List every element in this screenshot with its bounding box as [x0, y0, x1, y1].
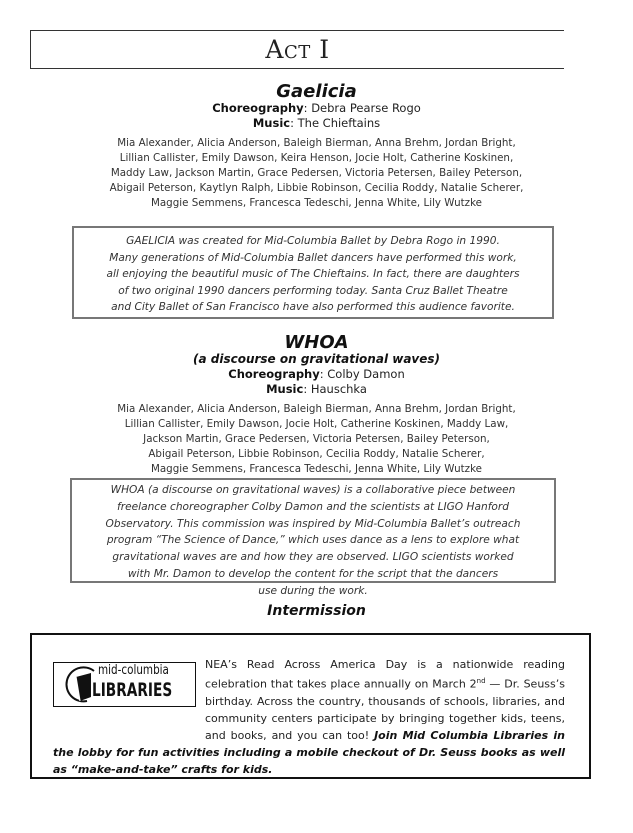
act-header [30, 30, 564, 69]
label: Music [266, 382, 304, 396]
label: Choreography [228, 367, 320, 381]
gaelicia-music: Music: The Chieftains [252, 116, 381, 130]
nea-text-body: — Dr. Seuss’s birthday. Across the country, thousands of schools, libraries, and community centers participate by bringing together kids, teens, and books, and you can too! [205, 677, 565, 742]
note-line: with Mr. Damon to develop the content for the script that the dancers [127, 567, 499, 580]
cast-line: Abigail Peterson, Kaytlyn Ralph, Libbie Robinson, Cecilia Roddy, Natalie Scherer, [109, 182, 524, 194]
choreographer: Debra Pearse Rogo [311, 101, 421, 115]
note-line: use during the work. [258, 584, 368, 597]
note-line: WHOA (a discourse on gravitational waves) is a collaborative piece between [110, 484, 516, 496]
note-line: all enjoying the beautiful music of The Chieftains. In fact, there are daughters [106, 268, 520, 280]
note-line: freelance choreographer Colby Damon and the scientists at LIGO Hanford [117, 500, 509, 513]
choreographer: Colby Damon [327, 367, 405, 381]
music: The Chieftains [297, 116, 381, 130]
gaelicia-choreography: Choreography: Debra Pearse Rogo [212, 101, 421, 115]
ordinal-suffix: nd [476, 677, 486, 685]
note-line: of two original 1990 dancers performing today. Santa Cruz Ballet Theatre [118, 284, 508, 297]
cast-line: Jackson Martin, Grace Pedersen, Victoria Petersen, Bailey Peterson, [143, 433, 490, 445]
note-line: gravitational waves are and how they are observed. LIGO scientists worked [112, 551, 514, 564]
label: Music [252, 116, 291, 130]
music: Hauschka [310, 382, 367, 396]
act-title: Act I [265, 35, 330, 64]
whoa-choreography: Choreography: Colby Damon [228, 367, 405, 381]
logo-text-bottom: LIBRARIES [92, 679, 173, 701]
intermission-heading: Intermission [267, 603, 366, 619]
note-line: Many generations of Mid-Columbia Ballet dancers have performed this work, [109, 251, 517, 264]
cast-line: Lillian Callister, Emily Dawson, Jocie Holt, Catherine Koskinen, Maddy Law, [124, 418, 509, 430]
nea-text-intro: NEA’s Read Across America Day is a nationwide reading celebration that takes place annually on March 2 [205, 658, 565, 691]
whoa-subtitle: (a discourse on gravitational waves) [192, 352, 441, 366]
note-line: program “The Science of Dance,” which uses dance as a lens to explore what [106, 534, 520, 547]
whoa-title: WHOA [284, 332, 349, 353]
note-line: Observatory. This commission was inspired by Mid-Columbia Ballet’s outreach [105, 517, 521, 530]
whoa-cast [0, 402, 633, 477]
gaelicia-note-box [72, 226, 554, 319]
note-line: and City Ballet of San Francisco have also performed this audience favorite. [111, 301, 515, 313]
cast-line: Maggie Semmens, Francesca Tedeschi, Jenna White, Lily Wutzke [150, 197, 483, 209]
nea-text-callout: Join Mid Columbia Libraries in the lobby for fun activities including a mobile checkout of Dr. Seuss books as well as “make-and-take” crafts for kids. [53, 728, 565, 776]
whoa-music: Music: Hauschka [266, 382, 367, 396]
whoa-note-box [70, 478, 556, 597]
note-line: GAELICIA was created for Mid-Columbia Ballet by Debra Rogo in 1990. [126, 235, 500, 247]
cast-line: Lillian Callister, Emily Dawson, Keira Henson, Jocie Holt, Catherine Koskinen, [119, 152, 514, 164]
cast-line: Mia Alexander, Alicia Anderson, Baleigh Bierman, Anna Brehm, Jordan Bright, [117, 137, 516, 149]
logo-text-top: mid-columbia [98, 663, 169, 678]
nea-text [53, 656, 565, 778]
label: Choreography [212, 101, 304, 115]
cast-line: Maggie Semmens, Francesca Tedeschi, Jenna White, Lily Wutzke [150, 463, 483, 475]
gaelicia-title: Gaelicia [276, 81, 357, 102]
cast-line: Abigail Peterson, Libbie Robinson, Cecilia Roddy, Natalie Scherer, [148, 448, 485, 460]
cast-line: Maddy Law, Jackson Martin, Grace Pedersen, Victoria Petersen, Bailey Peterson, [110, 167, 523, 179]
cast-line: Mia Alexander, Alicia Anderson, Baleigh Bierman, Anna Brehm, Jordan Bright, [117, 403, 516, 415]
gaelicia-cast [0, 136, 633, 211]
